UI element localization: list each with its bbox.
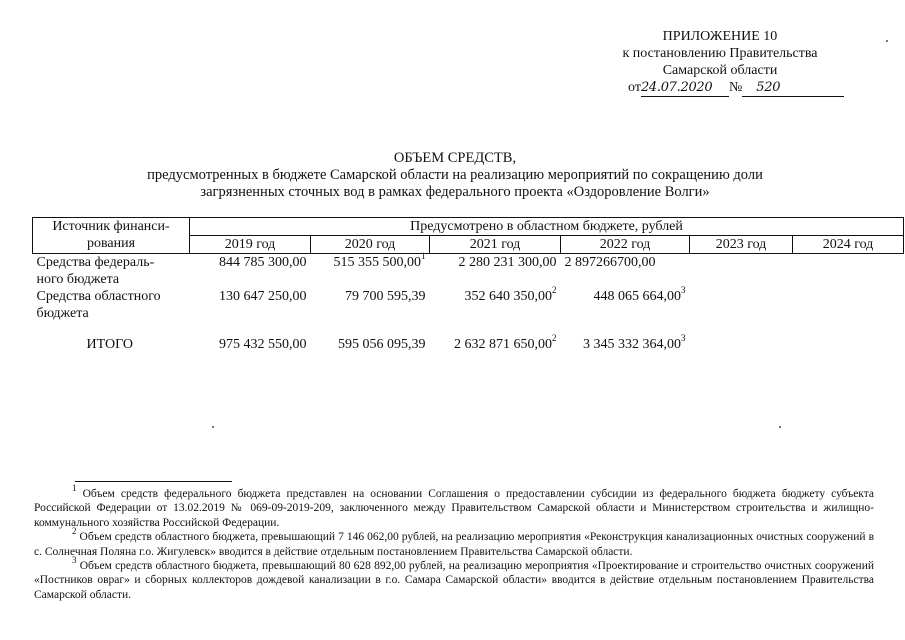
value-text: 130 647 250,00: [219, 289, 307, 304]
row-name-line-1: Средства областного: [36, 289, 161, 304]
footnote-mark: 2: [552, 285, 557, 296]
value-text: 2 897266700,00: [564, 255, 656, 270]
value-cell: [430, 254, 561, 289]
title-line-1: ОБЪЕМ СРЕДСТВ,: [393, 150, 517, 166]
value-cell: [690, 288, 793, 322]
appendix-title: ПРИЛОЖЕНИЕ 10: [662, 29, 778, 44]
footnote-text: Объем средств областного бюджета, превышающий 80 628 892,00 рублей, на реализацию мероприятия «Проектирование и строительство очистных сооружений «Постников овраг» и сборных коллекторов дождевой канализации в г.о. Самара Самарской области» вводится в действие отдельным постановлением Правительства Самарской области.: [34, 560, 874, 601]
footnote-mark: 3: [681, 285, 686, 296]
value-cell: [311, 322, 430, 353]
year-header-2022: 2022 год: [561, 236, 690, 254]
value-cell: [190, 254, 311, 289]
value-text: 79 700 595,39: [345, 289, 426, 304]
appendix-date-line: [560, 79, 880, 97]
source-header-line-1: Источник финанси-: [52, 219, 170, 234]
value-cell: [430, 322, 561, 353]
value-text: 3 345 332 364,00: [583, 337, 681, 352]
appendix-region: Самарской области: [662, 63, 778, 78]
value-text: 515 355 500,00: [333, 255, 421, 270]
source-header-cell: [33, 218, 190, 254]
footnote-2: [34, 526, 875, 559]
number-prefix: №: [728, 80, 743, 95]
row-source-regional: [33, 288, 190, 322]
total-label: ИТОГО: [86, 337, 133, 352]
scan-speck: [212, 426, 214, 428]
row-name-line-1: Средства федераль-: [36, 255, 155, 270]
footnote-mark: 2: [552, 333, 557, 344]
value-cell: [690, 254, 793, 289]
year-header-2020: 2020 год: [311, 236, 430, 254]
value-text: 352 640 350,00: [464, 289, 552, 304]
value-text: 844 785 300,00: [219, 255, 307, 270]
handwritten-number: 520: [742, 79, 844, 97]
group-header-cell: Предусмотрено в областном бюджете, рублей: [190, 218, 904, 236]
table-header-row: [33, 218, 904, 236]
year-header-2024: 2024 год: [793, 236, 904, 254]
table-row: [33, 254, 904, 289]
value-cell: [311, 251, 430, 289]
footnote-number: 2: [72, 526, 77, 537]
value-cell: [793, 288, 904, 322]
source-header-line-2: рования: [86, 236, 136, 251]
title-line-3: загрязненных сточных вод в рамках федерального проекта «Оздоровление Волги»: [200, 184, 710, 200]
footnote-1: [34, 483, 875, 530]
row-name-line-2: ного бюджета: [36, 272, 120, 287]
title-line-2: предусмотренных в бюджете Самарской области на реализацию мероприятий по сокращению доли: [147, 167, 763, 183]
scan-speck: [779, 426, 781, 428]
footnote-divider: [75, 481, 232, 482]
row-source-federal: [33, 254, 190, 289]
value-text: 2 632 871 650,00: [454, 337, 552, 352]
value-cell: [561, 285, 690, 322]
value-cell: [793, 322, 904, 353]
footnote-number: 3: [72, 555, 77, 566]
footnote-number: 1: [72, 483, 77, 494]
footnote-text: Объем средств областного бюджета, превышающий 7 146 062,00 рублей, на реализацию мероприятия «Реконструкция канализационных очистных сооружений в с. Солнечная Поляна г.о. Жигулевск» вводится в действие отдельным постановлением Правительства Самарской области.: [34, 531, 875, 558]
total-row: [33, 322, 904, 353]
year-header-2021: 2021 год: [430, 236, 561, 254]
footnote-3: [34, 555, 874, 602]
budget-table: [32, 217, 904, 353]
value-text: 448 065 664,00: [593, 289, 681, 304]
footnote-mark: 3: [681, 333, 686, 344]
value-cell: [190, 288, 311, 322]
value-cell: [793, 254, 904, 289]
date-prefix: от: [628, 80, 641, 95]
appendix-block: [560, 28, 880, 97]
year-header-2023: 2023 год: [690, 236, 793, 254]
value-cell: [190, 322, 311, 353]
scan-speck: [886, 40, 888, 42]
table-row: [33, 288, 904, 322]
value-cell: [561, 254, 690, 289]
footnote-text: Объем средств федерального бюджета представлен на основании Соглашения о предоставлении субсидии из федерального бюджета бюджету субъекта Российской Федерации от 13.02.2019 № 069-09-2019-209, заключенного между Правительством Самарской области и Министерством строительства и жилищно-коммунального хозяйства Российской Федерации.: [34, 488, 875, 529]
value-text: 975 432 550,00: [219, 337, 307, 352]
handwritten-date: 24.07.2020: [641, 79, 729, 97]
row-name-line-2: бюджета: [36, 306, 89, 321]
value-cell: [430, 285, 561, 322]
value-text: 595 056 095,39: [338, 337, 426, 352]
value-cell: [561, 322, 690, 353]
appendix-resolution: к постановлению Правительства: [622, 46, 818, 61]
value-cell: [690, 322, 793, 353]
document-title: [40, 150, 870, 201]
footnote-mark: 1: [421, 251, 426, 262]
footnotes-block: [34, 483, 875, 602]
year-header-2019: 2019 год: [190, 236, 311, 254]
value-cell: [311, 288, 430, 322]
value-text: 2 280 231 300,00: [458, 255, 557, 270]
